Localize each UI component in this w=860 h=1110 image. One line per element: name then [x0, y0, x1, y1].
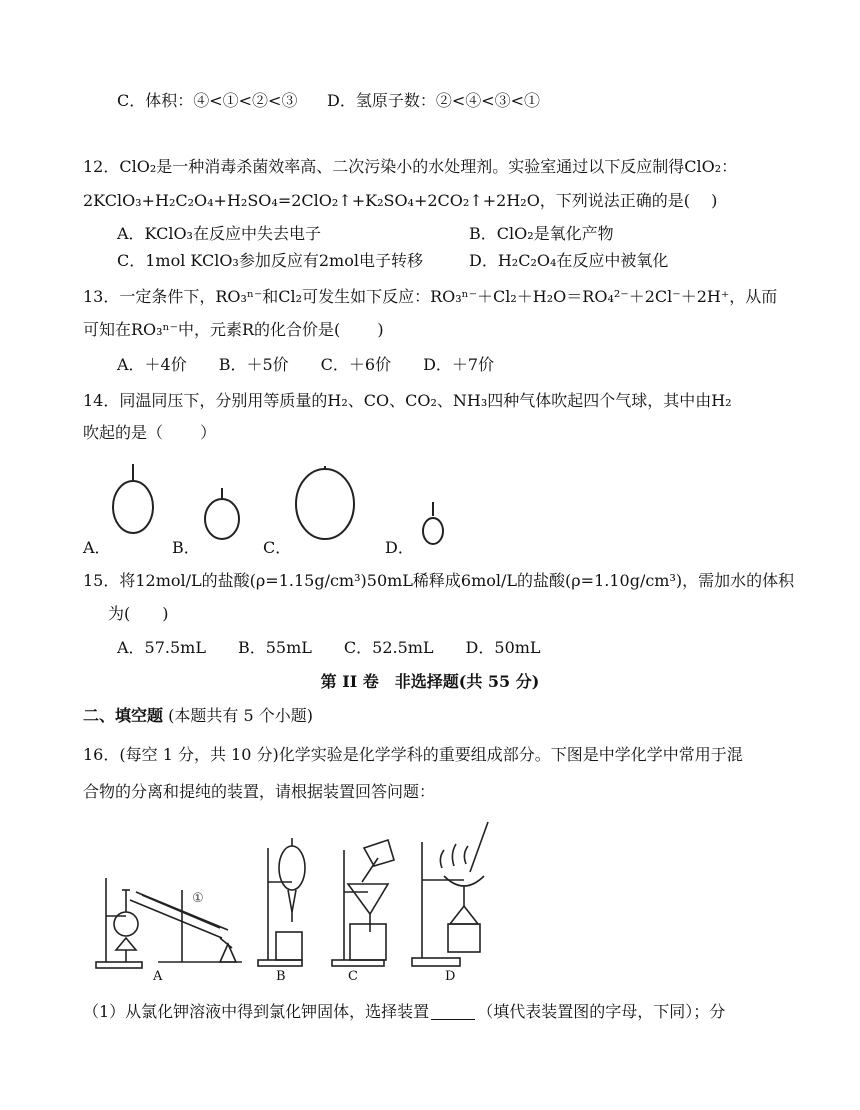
balloon-label-b: B． — [172, 538, 200, 557]
apparatus-label-d: D — [445, 969, 456, 984]
balloon-label-d: D． — [385, 538, 414, 557]
apparatus-label-a: A — [153, 969, 163, 984]
balloon-c — [296, 469, 354, 539]
q13-options: A．＋4价 B．＋5价 C．＋6价 D．＋7价 — [117, 355, 495, 374]
q16-stem-line2: 合物的分离和提纯的装置，请根据装置回答问题： — [83, 782, 436, 801]
q12-option-c: C．1mol KClO₃参加反应有2mol电子转移 — [117, 251, 423, 270]
apparatus-c — [332, 840, 394, 966]
section2-note: (本题共有 5 个小题) — [168, 706, 313, 725]
answer-blank[interactable] — [431, 1003, 475, 1020]
q12-option-d: D．H₂C₂O₄在反应中被氧化 — [469, 251, 669, 270]
q14-stem-line1: 14．同温同压下，分别用等质量的H₂、CO、CO₂、NH₃四种气体吹起四个气球，其中由H₂ — [83, 391, 732, 410]
section2-head: 二、填空题 — [83, 706, 164, 725]
apparatus-a — [96, 878, 242, 968]
q13-stem-line2: 可知在RO₃ⁿ⁻中，元素R的化合价是( ) — [83, 320, 384, 339]
q12-equation: 2KClO₃+H₂C₂O₄+H₂SO₄=2ClO₂↑+K₂SO₄+2CO₂↑+2H₂O，下列说法正确的是( ) — [83, 191, 718, 210]
q16-stem-line1: 16．(每空 1 分，共 10 分)化学实验是化学学科的重要组成部分。下图是中学化学中常用于混 — [83, 745, 743, 764]
apparatus-label-b: B — [276, 969, 286, 984]
q16-sub1-text-after: （填代表装置图的字母，下同）；分 — [477, 1002, 726, 1021]
q13-stem-line1: 13．一定条件下，RO₃ⁿ⁻和Cl₂可发生如下反应：RO₃ⁿ⁻＋Cl₂＋H₂O＝RO₄²⁻＋2Cl⁻＋2H⁺，从而 — [83, 287, 778, 306]
apparatus-d — [412, 822, 488, 966]
balloon-d — [423, 518, 443, 544]
part2-title: 第 II 卷 非选择题(共 55 分) — [320, 672, 540, 691]
q12-option-a: A．KClO₃在反应中失去电子 — [117, 224, 321, 243]
q14-stem-line2: 吹起的是（ ） — [83, 423, 217, 442]
apparatus-b — [258, 838, 305, 966]
lab-apparatus-figure — [92, 820, 492, 990]
q16-sub1 — [83, 1001, 725, 1023]
q11-option-d: D．氢原子数：②<④<③<① — [327, 91, 541, 110]
q16-sub1-text-before: （1）从氯化钾溶液中得到氯化钾固体，选择装置 — [83, 1002, 430, 1021]
q15-stem-line1: 15．将12mol/L的盐酸(ρ=1.15g/cm³)50mL稀释成6mol/L的盐酸(ρ=1.10g/cm³)，需加水的体积 — [83, 571, 795, 590]
balloon-label-a: A． — [83, 538, 111, 557]
q12-option-b: B．ClO₂是氧化产物 — [469, 224, 614, 243]
section2-heading — [83, 705, 313, 727]
q12-stem: 12．ClO₂是一种消毒杀菌效率高、二次污染小的水处理剂。实验室通过以下反应制得ClO₂： — [83, 157, 738, 176]
q15-options: A．57.5mL B．55mL C．52.5mL D．50mL — [117, 638, 541, 657]
apparatus-label-c: C — [348, 969, 358, 984]
balloon-a — [113, 481, 153, 533]
apparatus-marker-1: ① — [192, 891, 204, 906]
q11-option-c: C．体积：④<①<②<③ — [117, 91, 298, 110]
balloon-b — [205, 499, 239, 539]
q15-stem-line2: 为( ) — [108, 604, 169, 623]
balloon-label-c: C． — [263, 538, 292, 557]
